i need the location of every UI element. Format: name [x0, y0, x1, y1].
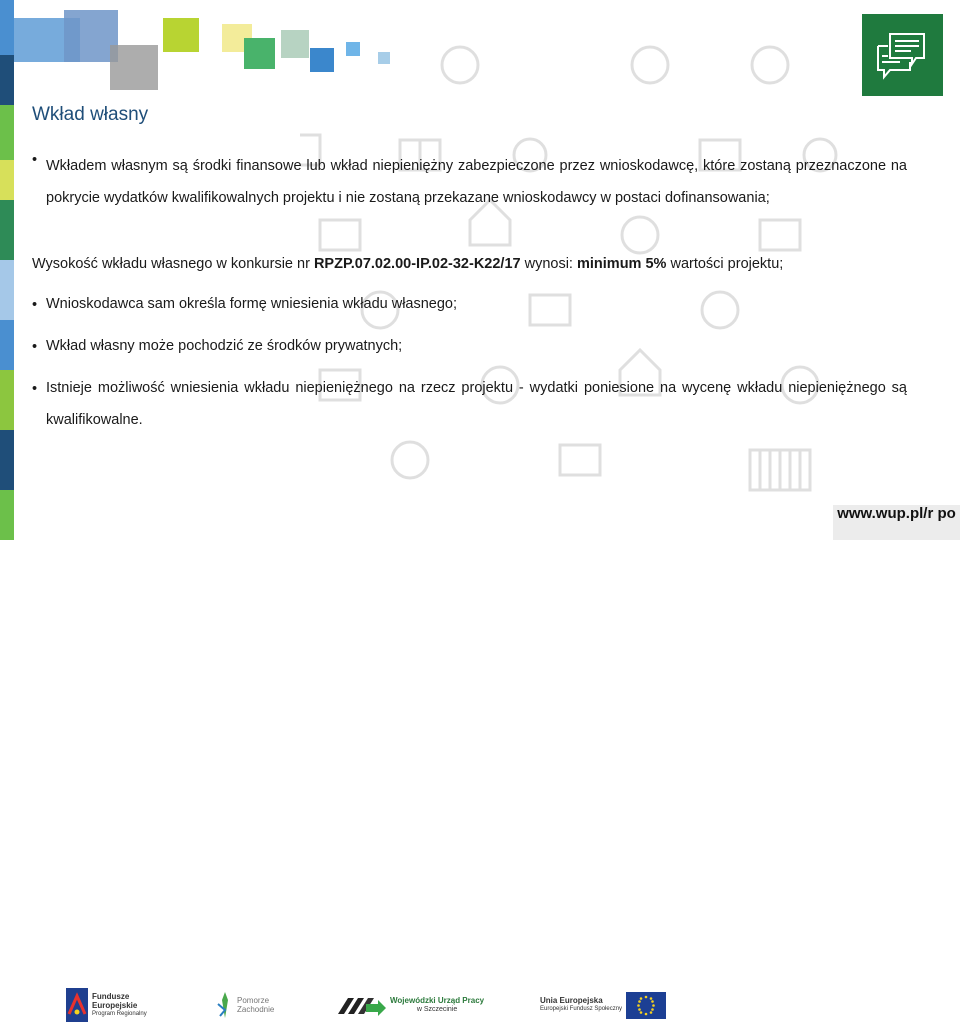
bullet-own-contribution-definition: Wkładem własnym są środki finansowe lub wkład niepieniężny zabezpieczone przez wnioskodawcę, które zostaną przeznaczone na pokrycie wydatków kwalifikowalnych projektu i nie zostaną przekazane wnioskodawcy w postaci dofinansowania; [46, 158, 907, 206]
bullet-applicant-determines-form: Wnioskodawca sam określa formę wniesienia wkładu własnego; [46, 296, 458, 312]
website-url[interactable]: www.wup.pl/r po [833, 505, 960, 540]
logo3-line2: w Szczecinie [416, 1006, 458, 1013]
logo2-line1: Pomorze [237, 996, 270, 1005]
logo1-line3: Program Regionalny [92, 1010, 147, 1017]
logo1-line1: Fundusze [92, 991, 130, 1001]
contribution-amount-line [32, 248, 907, 280]
bullet-non-monetary-contribution: Istnieje możliwość wniesienia wkładu niepieniężnego na rzecz projektu - wydatki poniesione na wycenę wkładu niepieniężnego są kwalifikowalne. [46, 380, 907, 428]
fundusze-europejskie-icon [66, 988, 88, 1022]
slide-title: Wkład własny [32, 104, 149, 125]
chat-icon-box [862, 14, 943, 96]
logo2-line2: Zachodnie [237, 1005, 275, 1014]
bullet-marker: • [32, 339, 38, 355]
left-color-strip [0, 0, 14, 540]
logo3-line1: Wojewódzki Urząd Pracy [390, 996, 485, 1005]
bullet-marker: • [32, 381, 38, 397]
pomorze-zachodnie-icon [216, 990, 234, 1020]
logo-fundusze-europejskie [66, 986, 147, 1024]
footer [0, 490, 960, 1017]
logo-pomorze-zachodnie [216, 986, 274, 1024]
amount-prefix: Wysokość wkładu własnego w konkursie nr [32, 256, 314, 272]
bullet-private-funds: Wkład własny może pochodzić ze środków prywatnych; [46, 338, 403, 354]
chat-bubbles-icon [862, 14, 943, 96]
bullet-marker: • [32, 297, 38, 313]
wup-logo-icon [338, 992, 386, 1018]
bullet-marker: • [32, 152, 38, 168]
amount-suffix: wartości projektu; [666, 256, 784, 272]
logo-unia-europejska [540, 986, 666, 1024]
logo-wup-szczecin [338, 986, 484, 1024]
eu-flag-icon [626, 992, 666, 1019]
logo4-line1: Unia Europejska [540, 996, 603, 1005]
logo4-line2: Europejski Fundusz Społeczny [540, 1006, 623, 1012]
amount-middle: wynosi: [520, 256, 577, 272]
minimum-percentage: minimum 5% [577, 256, 667, 272]
logo1-line2: Europejskie [92, 1000, 138, 1010]
competition-code: RPZP.07.02.00-IP.02-32-K22/17 [313, 256, 521, 272]
